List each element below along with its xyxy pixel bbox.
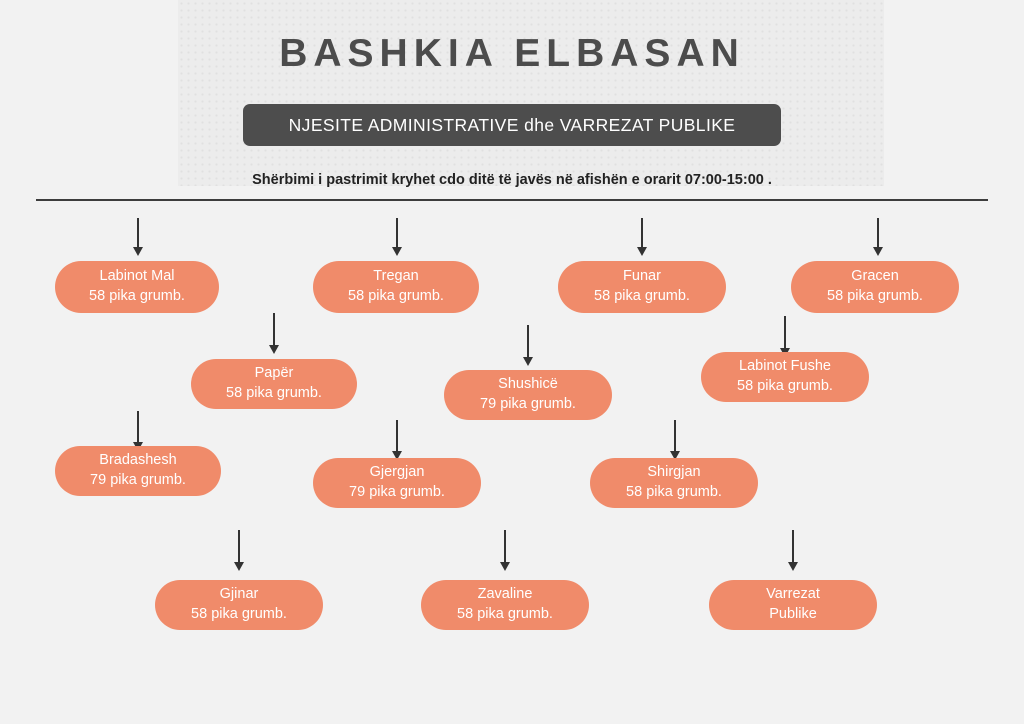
node-label-line1: Shushicë (498, 376, 558, 393)
node-label-line1: Labinot Mal (99, 268, 175, 285)
node-label-line2: 58 pika grumb. (457, 606, 553, 622)
node-label-line2: 79 pika grumb. (480, 396, 576, 412)
header-texture-panel (178, 0, 884, 186)
node-label-line1: Zavaline (477, 586, 533, 603)
node-label-line2: 58 pika grumb. (348, 288, 444, 304)
arrow-to-shushice (527, 325, 529, 358)
node-gjergjan[interactable] (313, 458, 481, 508)
arrow-to-zavaline (504, 530, 506, 563)
node-funar[interactable] (558, 261, 726, 313)
node-label-line2: 58 pika grumb. (827, 288, 923, 304)
node-paper[interactable] (191, 359, 357, 409)
node-labinot-fushe[interactable] (701, 352, 869, 402)
node-labinot-mal[interactable] (55, 261, 219, 313)
arrow-to-labinot-fushe (784, 316, 786, 349)
node-label-line2: 58 pika grumb. (191, 606, 287, 622)
arrow-to-tregan (396, 218, 398, 248)
arrow-to-gracen (877, 218, 879, 248)
page-title: BASHKIA ELBASAN (279, 32, 745, 75)
node-varrezat-publike[interactable] (709, 580, 877, 630)
arrow-to-shirgjan (674, 420, 676, 452)
header-divider (36, 199, 988, 201)
node-label-line2: 58 pika grumb. (226, 385, 322, 401)
node-label-line2: 58 pika grumb. (737, 378, 833, 394)
node-zavaline[interactable] (421, 580, 589, 630)
node-tregan[interactable] (313, 261, 479, 313)
node-label-line1: Labinot Fushe (739, 358, 831, 375)
node-label-line2: 79 pika grumb. (349, 484, 445, 500)
node-label-line1: Gjinar (219, 586, 259, 603)
node-label-line2: 58 pika grumb. (626, 484, 722, 500)
arrow-to-gjergjan (396, 420, 398, 452)
node-label-line1: Tregan (373, 268, 419, 285)
subtitle-label: NJESITE ADMINISTRATIVE dhe VARREZAT PUBLIKE (288, 114, 736, 135)
node-label-line1: Gracen (851, 268, 899, 285)
node-shushice[interactable] (444, 370, 612, 420)
arrow-to-varrezat (792, 530, 794, 563)
node-label-line2: 79 pika grumb. (90, 472, 186, 488)
arrow-to-labinot-mal (137, 218, 139, 248)
arrow-to-paper (273, 313, 275, 346)
node-bradashesh[interactable] (55, 446, 221, 496)
node-gjinar[interactable] (155, 580, 323, 630)
node-label-line1: Bradashesh (99, 452, 177, 469)
node-shirgjan[interactable] (590, 458, 758, 508)
node-label-line1: Shirgjan (647, 464, 701, 481)
node-label-line2: 58 pika grumb. (594, 288, 690, 304)
node-label-line1: Gjergjan (369, 464, 425, 481)
node-label-line1: Papër (254, 365, 294, 382)
node-label-line2: 58 pika grumb. (89, 288, 185, 304)
node-label-line1: Varrezat (766, 586, 820, 603)
arrow-to-funar (641, 218, 643, 248)
node-label-line1: Funar (623, 268, 661, 285)
node-label-line2: Publike (769, 606, 817, 622)
arrow-to-bradashesh (137, 411, 139, 443)
subtitle-banner (243, 104, 781, 146)
service-notice: Shërbimi i pastrimit kryhet cdo ditë të javës në afishën e orarit 07:00-15:00 . (252, 172, 772, 188)
arrow-to-gjinar (238, 530, 240, 563)
node-gracen[interactable] (791, 261, 959, 313)
